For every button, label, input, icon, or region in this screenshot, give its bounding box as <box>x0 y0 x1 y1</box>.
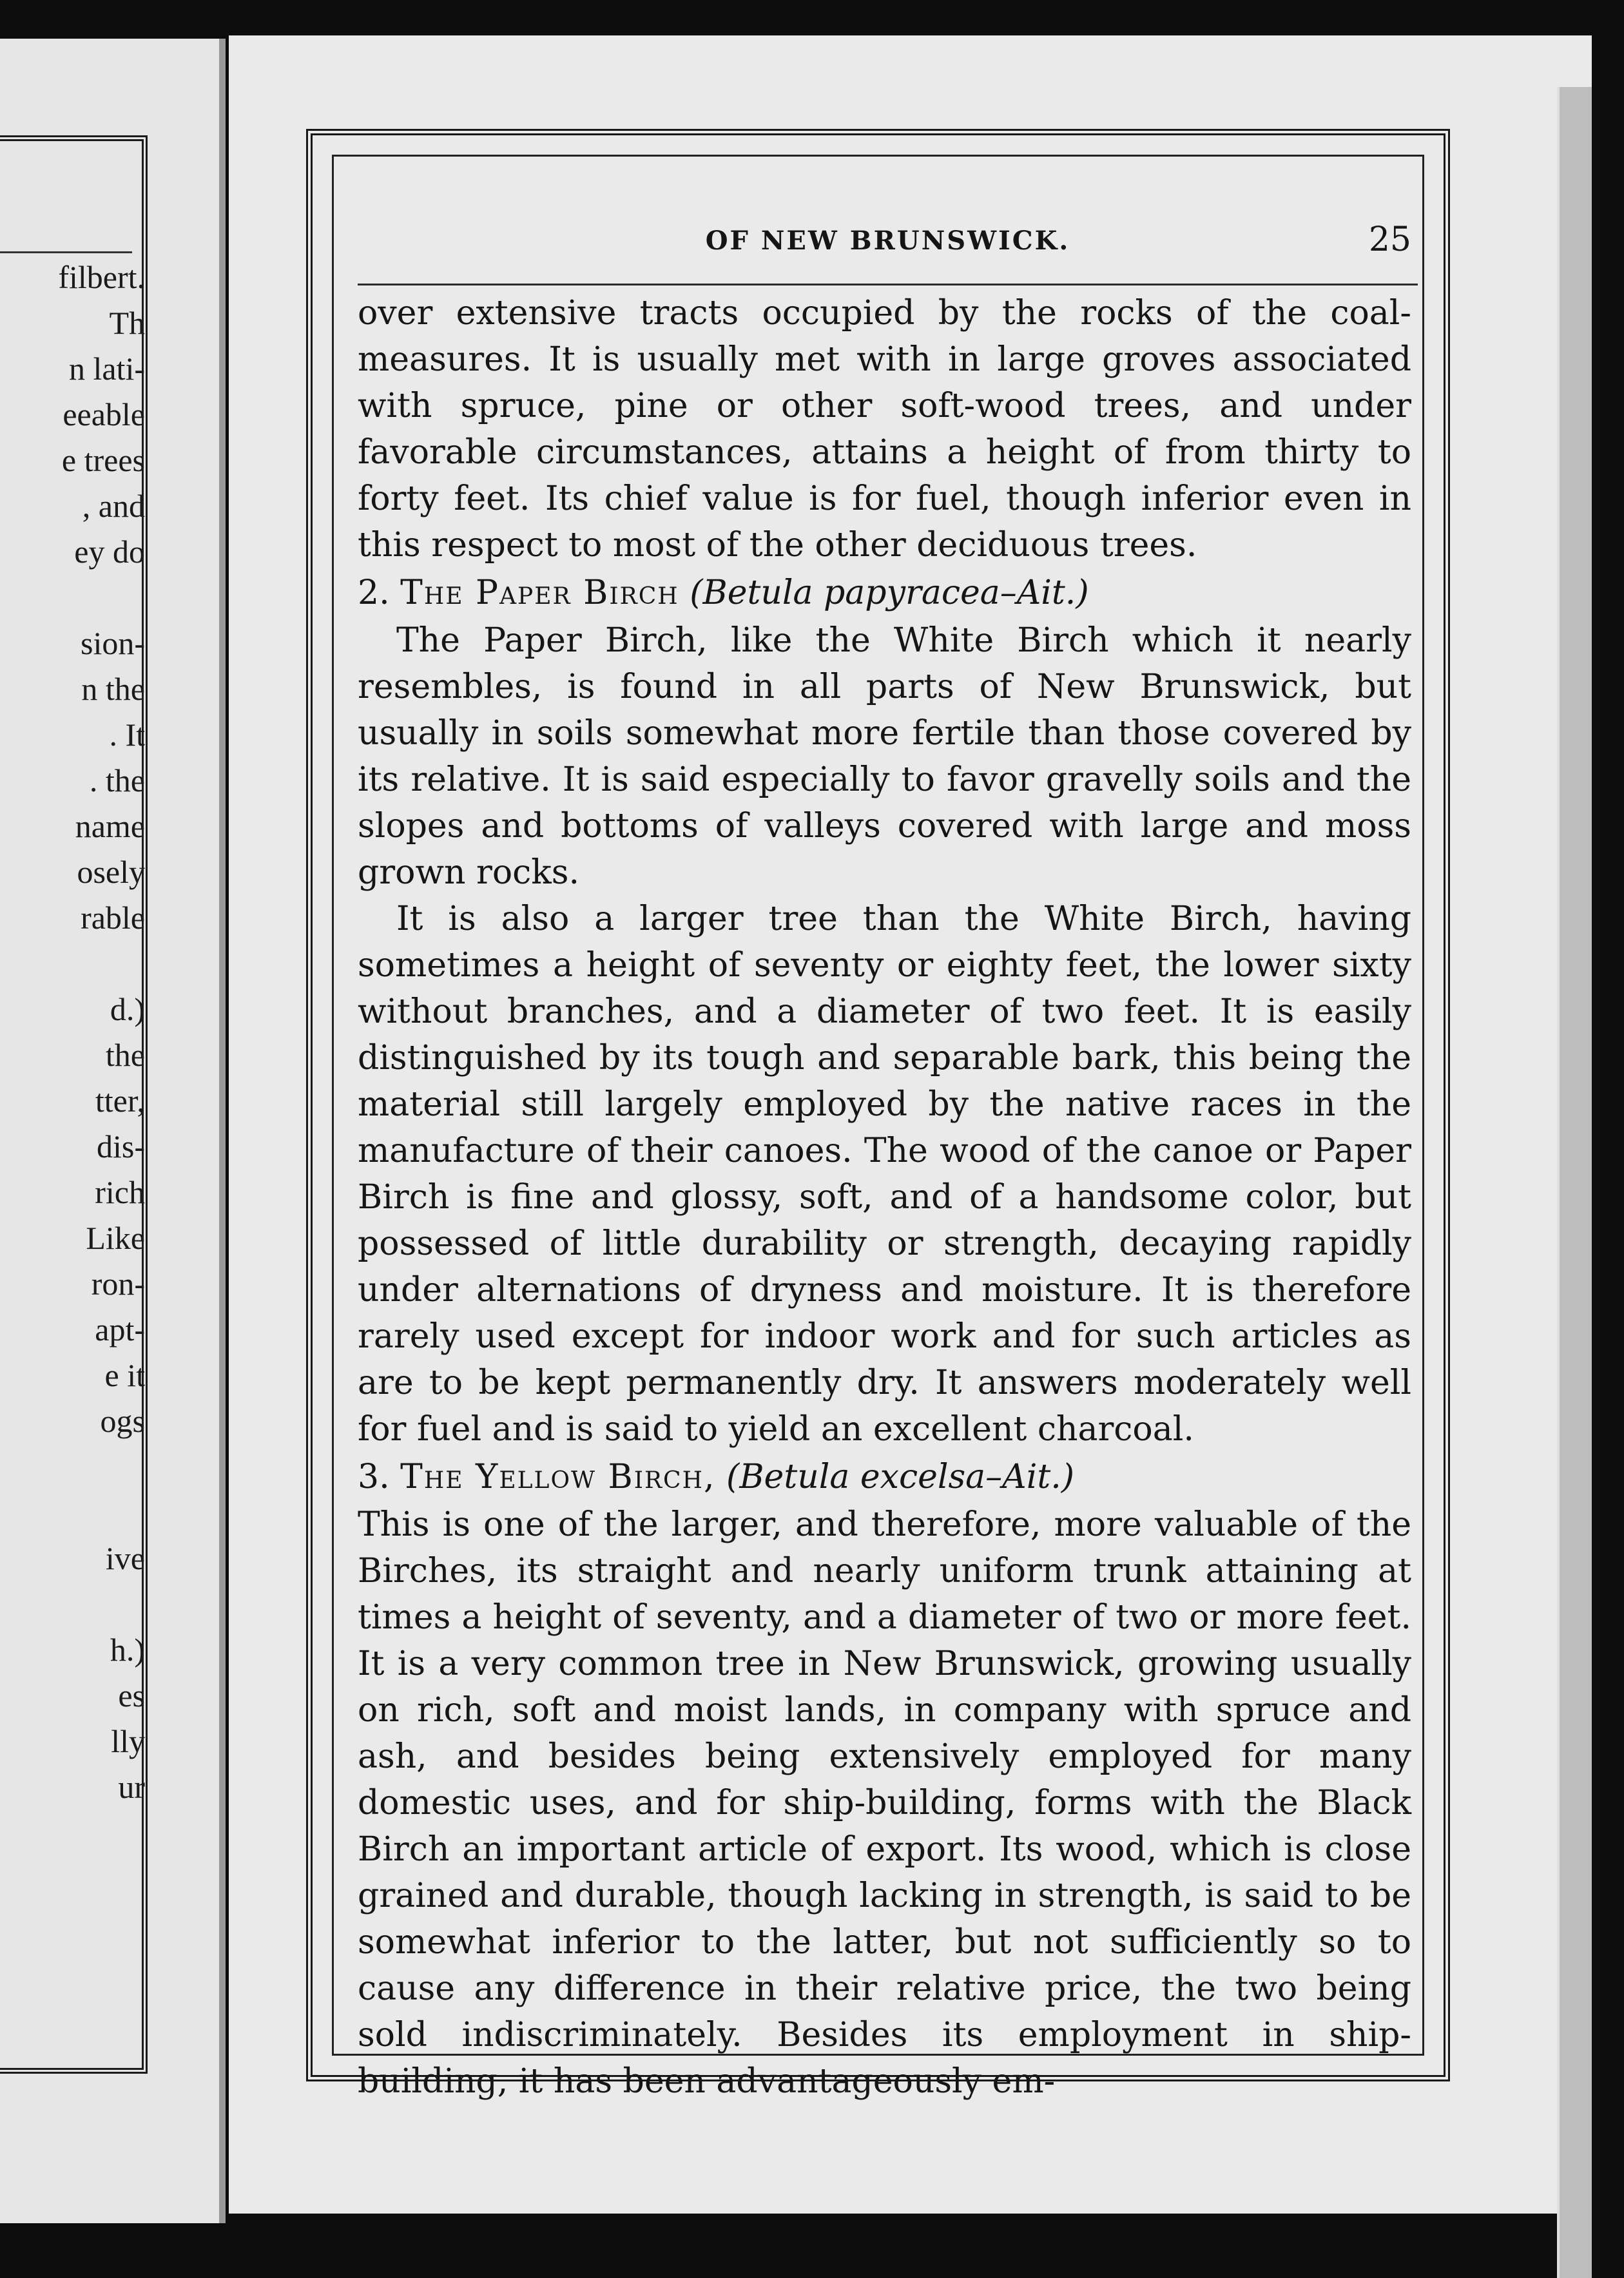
page-border <box>306 129 1450 2101</box>
paragraph: The Paper Birch, like the White Birch which it nearly resembles, is found in all parts of New Brunswick, but usually in soils somewhat more fertile than those covered by its relative. It is said especially to favor gravelly soils and the slopes and bottoms of valleys covered with large and moss grown rocks. <box>358 621 1411 892</box>
body-text <box>358 290 1411 2105</box>
facing-page-line-fragment: dis- <box>97 1128 145 1164</box>
facing-page-line-fragment: d.) <box>110 991 145 1027</box>
facing-page-line-fragment: h.) <box>110 1632 145 1668</box>
paragraph: This is one of the larger, and therefore, more valuable of the Birches, its straight and nearly uniform trunk attaining at times a height of seventy, and a diameter of two or more feet. It is a very common tree in New Brunswick, growing usually on rich, soft and moist lands, in company with spruce and ash, and besides being extensively employed for many domestic uses, and for ship-building, forms with the Black Birch an important article of export. Its wood, which is close grained and durable, though lacking in strength, is said to be somewhat inferior to the latter, but not sufficiently so to cause any difference in their relative price, the two being sold indiscriminately. Besides its employment in ship-building, it has been advantageously em- <box>358 1505 1411 2101</box>
heading-number: 3. <box>358 1458 390 1496</box>
facing-page-line-fragment: . the <box>89 762 145 798</box>
heading-latin-name: (Betula excelsa–Ait.) <box>726 1458 1075 1496</box>
paragraph: It is also a larger tree than the White Birch, having sometimes a height of seventy or eighty feet, the lower sixty without branches, and a diameter of two feet. It is easily distinguished by its tough and separable bark, this being the material still largely employed by the native races in the manufacture of their canoes. The wood of the canoe or Paper Birch is fine and glossy, soft, and of a handsome color, but possessed of little durability or strength, decaying rapidly under alternations of dryness and moisture. It is therefore rarely used except for indoor work and for such articles as are to be kept permanently dry. It answers moderately well for fuel and is said to yield an excellent charcoal. <box>358 900 1411 1449</box>
facing-page-line-fragment: , and <box>82 488 145 524</box>
facing-page-line-fragment: sion- <box>81 625 145 661</box>
book-page <box>229 35 1592 2214</box>
facing-page-line-fragment: e it <box>104 1357 145 1393</box>
facing-page-line-fragment: e trees <box>61 442 145 478</box>
running-head: OF NEW BRUNSWICK. <box>705 226 1070 256</box>
page-number: 25 <box>1368 220 1411 259</box>
facing-page-line-fragment: apt- <box>95 1311 145 1347</box>
facing-page-line-fragment: ey do <box>74 534 145 570</box>
heading-number: 2. <box>358 574 390 612</box>
facing-page-line-fragment: ron- <box>91 1266 145 1302</box>
paragraph: over extensive tracts occupied by the rocks of the coal-measures. It is usually met with in large groves associated with spruce, pine or other soft-wood trees, and under favorable circumstances, attains a height of from thirty to forty feet. Its chief value is for fuel, though inferior even in this respect to most of the other deciduous trees. <box>358 294 1411 565</box>
facing-page-line-fragment: n the <box>81 671 145 707</box>
facing-page-line-fragment: the <box>105 1037 145 1073</box>
heading-name: The Paper Birch <box>400 574 679 612</box>
facing-page-header-rule <box>0 251 132 253</box>
facing-page-line-fragment: ive <box>105 1540 145 1576</box>
section-heading-paper-birch <box>358 568 1411 617</box>
facing-page <box>0 39 226 2223</box>
section-heading-yellow-birch <box>358 1453 1411 1501</box>
facing-page-line-fragment: es <box>118 1677 145 1713</box>
facing-page-line-fragment: name <box>75 808 145 844</box>
facing-page-line-fragment: tter, <box>95 1083 145 1119</box>
page-stack-edge <box>1557 87 1592 2278</box>
facing-page-line-fragment: . It <box>109 717 145 753</box>
facing-page-line-fragment: lly <box>111 1723 145 1759</box>
facing-page-line-fragment: ogs <box>100 1403 145 1439</box>
facing-page-line-fragment: rich <box>95 1174 145 1210</box>
heading-name: The Yellow Birch, <box>400 1458 716 1496</box>
facing-page-line-fragment: osely <box>77 854 145 890</box>
facing-page-line-fragment: rable <box>81 900 145 936</box>
heading-latin-name: (Betula papyracea–Ait.) <box>690 574 1089 612</box>
facing-page-line-fragment: eeable <box>63 396 145 432</box>
facing-page-line-fragment: ur <box>118 1769 145 1805</box>
header-rule <box>358 284 1418 285</box>
facing-page-line-fragment: filbert. <box>58 259 145 295</box>
facing-page-line-fragment: Th <box>109 305 145 341</box>
facing-page-line-fragment: n lati- <box>68 351 145 387</box>
page-header <box>358 220 1418 271</box>
facing-page-line-fragment: Like <box>86 1220 145 1256</box>
